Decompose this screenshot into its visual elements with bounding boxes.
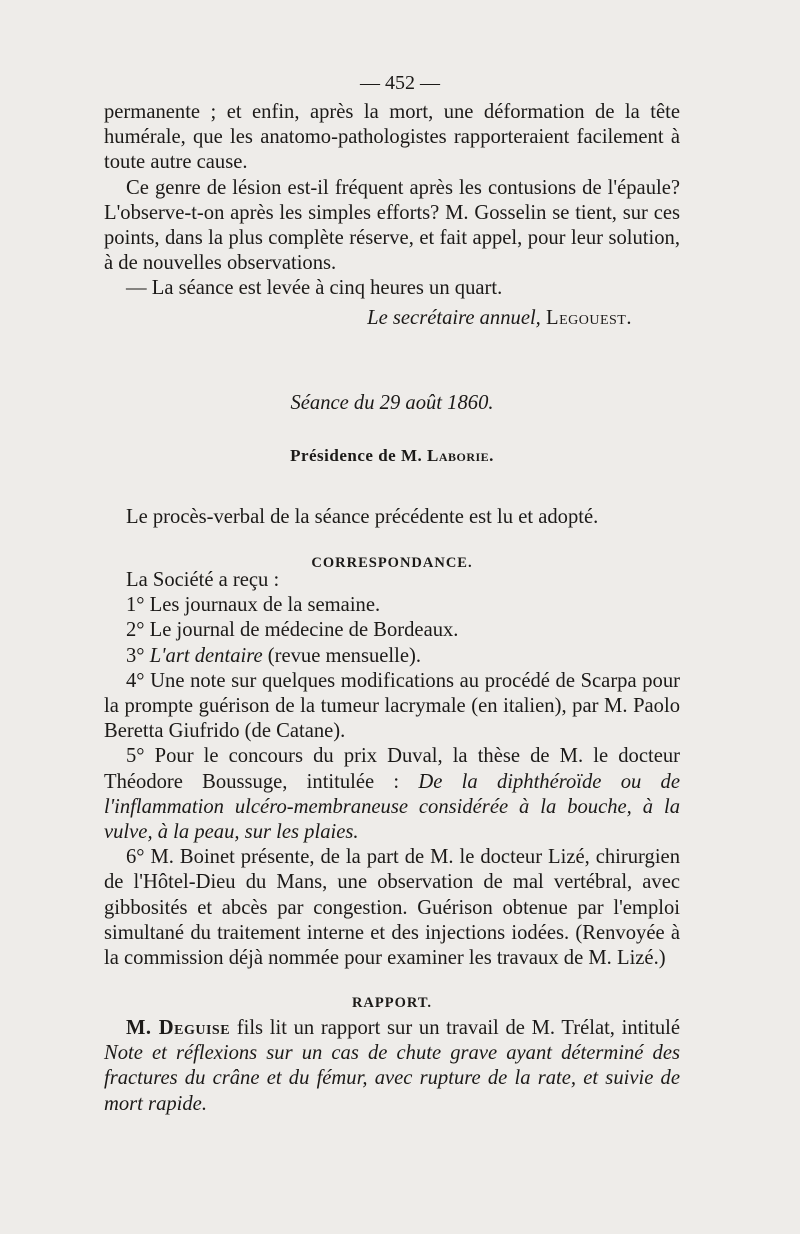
correspondance-list <box>104 568 680 971</box>
list-item-1: 1° Les journaux de la semaine. <box>126 594 381 617</box>
page-number: — 452 — <box>360 72 440 94</box>
text-block-top <box>104 100 680 331</box>
paragraph-adjourn: — La séance est levée à cinq heures un quart. <box>126 277 503 300</box>
list-item-6: 6° M. Boinet présente, de la part de M. le docteur Lizé, chirurgien de l'Hôtel-Dieu du Mans, une observation de mal vertébral, avec gibbosités et abcès par congestion. Guérison obtenue par l'emploi simultané du traitement interne et des injections iodées. (Renvoyée à la commission déjà nommée pour examiner les travaux de M. Lizé.) <box>104 846 680 970</box>
presidency-name: Laborie. <box>426 446 494 465</box>
paragraph-continuation: permanente ; et enfin, après la mort, une déformation de la tête humérale, que les anatomo-pathologistes rapporteraient facilement à toute autre cause. <box>104 101 680 174</box>
minutes-line: Le procès-verbal de la séance précédente est lu et adopté. <box>126 506 599 528</box>
presidency-prefix: Présidence de M. <box>290 446 423 465</box>
journal-title: L'art dentaire <box>149 644 263 667</box>
text-block-session <box>104 505 680 530</box>
correspondance-heading: CORRESPONDANCE. <box>311 555 473 571</box>
list-item-5: 5° Pour le concours du prix Duval, la thèse de M. le docteur Théodore Boussuge, intitulée : De la diphthéroïde ou de l'inflammation ulcéro-membraneuse considérée à la bouche, à la vulve, à la peau, sur les plaies. <box>104 745 680 844</box>
signature-name: Legouest. <box>545 306 632 329</box>
rapport-heading: RAPPORT. <box>351 995 433 1011</box>
signature <box>104 306 680 331</box>
list-item-2: 2° Le journal de médecine de Bordeaux. <box>126 619 459 642</box>
presidency-line <box>104 443 680 468</box>
list-item-3: 3° L'art dentaire (revue mensuelle). <box>126 644 422 667</box>
paragraph-gosselin: Ce genre de lésion est-il fréquent après les contusions de l'épaule? L'observe-t-on après les simples efforts? M. Gosselin se tient, sur ces points, dans la plus complète réserve, et fait appel, pour leur solution, à de nouvelles observations. <box>104 176 680 275</box>
signature-role: Le secrétaire annuel, <box>367 306 541 329</box>
rapport-author: M. Deguise <box>126 1017 231 1039</box>
list-item-4: 4° Une note sur quelques modifications au procédé de Scarpa pour la prompte guérison de la tumeur lacrymale (en italien), par M. Paolo Beretta Giufrido (de Catane). <box>104 669 680 743</box>
rapport-title: Note et réflexions sur un cas de chute grave ayant déterminé des fractures du crâne et du fémur, avec rupture de la rate, et suivie de mort rapide. <box>104 1042 680 1115</box>
rapport-block <box>104 1016 680 1117</box>
rapport-paragraph: M. Deguise fils lit un rapport sur un travail de M. Trélat, intitulé Note et réflexions sur un cas de chute grave ayant déterminé des fractures du crâne et du fémur, avec rupture de la rate, et suivie de mort rapide. <box>104 1017 680 1115</box>
thesis-title: De la diphthéroïde ou de l'inflammation ulcéro-membraneuse considérée à la bouche, à la vulve, à la peau, sur les plaies. <box>104 770 680 844</box>
received-intro: La Société a reçu : <box>126 569 280 591</box>
session-title: Séance du 29 août 1860. <box>290 392 494 414</box>
